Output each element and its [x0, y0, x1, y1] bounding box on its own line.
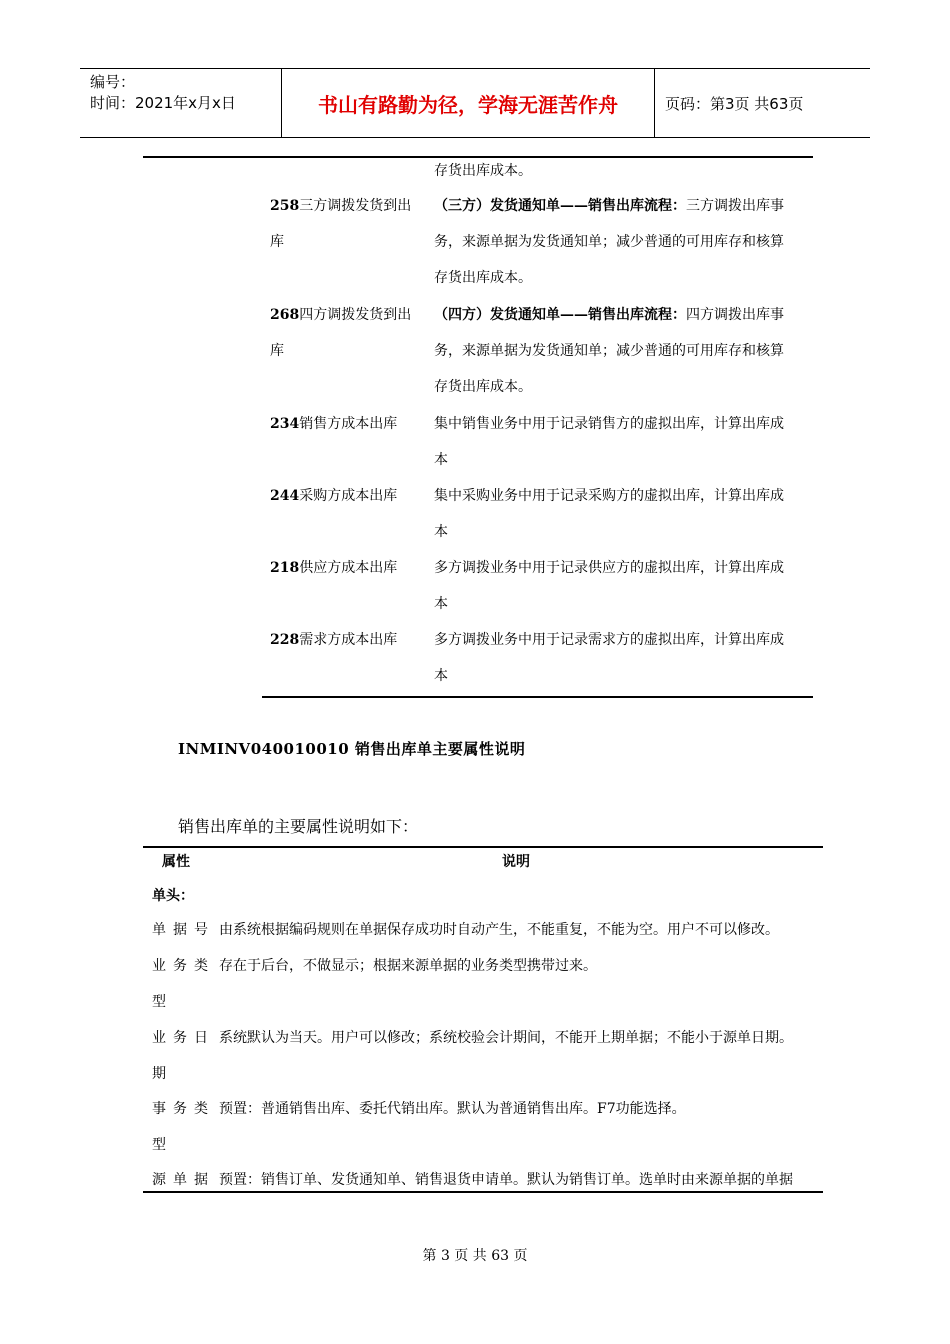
column-header-desc: 说明: [502, 854, 530, 870]
table2-top-rule: [143, 846, 823, 848]
column-header-attr: 属性: [162, 854, 190, 870]
page-footer: 第 3 页 共 63 页: [422, 1248, 528, 1264]
table1-bottom-rule: [262, 696, 813, 698]
table2-bottom-rule: [143, 1191, 823, 1193]
header-meta: [80, 69, 282, 137]
section-intro: 销售出库单的主要属性说明如下：: [178, 817, 419, 836]
section-heading: INMINV040010010 销售出库单主要属性说明: [178, 740, 526, 758]
header-motto: 书山有路勤为径，学海无涯苦作舟: [282, 69, 655, 137]
document-time-label: 时间：2021年x月x日: [90, 94, 236, 112]
header-page-label: 页码：第3页 共63页: [665, 94, 804, 113]
document-number-label: 编号：: [90, 73, 136, 91]
page-header: [80, 68, 870, 138]
